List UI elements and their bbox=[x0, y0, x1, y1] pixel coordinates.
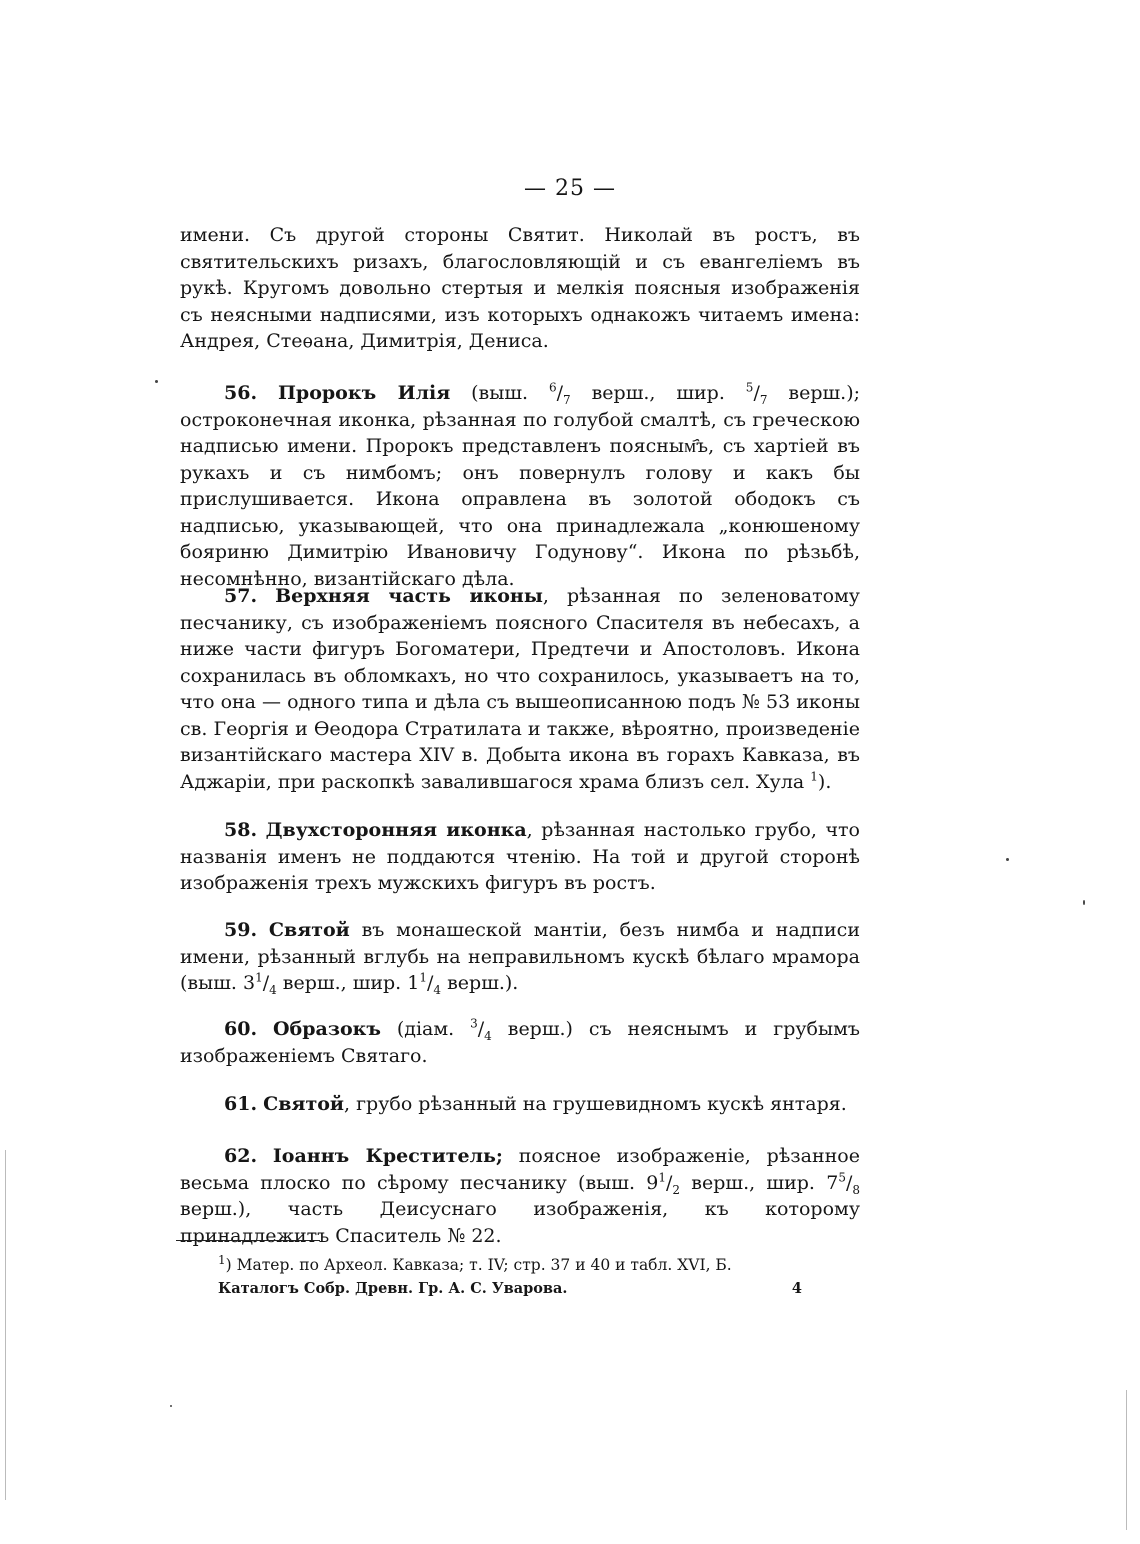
fraction-slash: / bbox=[666, 1171, 673, 1194]
entry-57-text bbox=[180, 583, 860, 795]
entry-58 bbox=[180, 817, 860, 897]
entry-title: Двухсторонняя иконка bbox=[265, 819, 527, 841]
footnote-marker: 1 bbox=[810, 769, 818, 784]
footnote-text: ) Матер. по Археол. Кавказа; т. IV; стр. 37 и 40 и табл. XVI, Б. bbox=[225, 1256, 732, 1274]
entry-number: 60. bbox=[224, 1018, 258, 1040]
entry-title: Святой bbox=[268, 919, 350, 941]
footnote-mark: 1 bbox=[218, 1252, 226, 1267]
entry-56 bbox=[180, 380, 860, 592]
scan-speck bbox=[170, 1405, 172, 1407]
page-number: — 25 — bbox=[524, 176, 616, 201]
entry-number: 58. bbox=[224, 819, 258, 841]
entry-number: 56. bbox=[224, 382, 258, 404]
entry-text: верш.) съ неяснымъ и грубымъ изображеніемъ Святаго. bbox=[180, 1018, 860, 1067]
scan-edge-line bbox=[5, 1150, 6, 1500]
fraction-numerator: 5 bbox=[838, 1170, 846, 1185]
entry-text: поясное изображеніе, рѣзанное весьма плоско по сѣрому песчанику (выш. 9 bbox=[180, 1145, 860, 1194]
entry-59-text bbox=[180, 917, 860, 997]
entry-number: 59. bbox=[224, 919, 258, 941]
fraction-slash: / bbox=[262, 972, 270, 994]
entry-61 bbox=[180, 1091, 860, 1118]
signature-number: 4 bbox=[791, 1280, 802, 1297]
entry-text: , рѣзанная настолько грубо, что названія именъ не поддаются чтенію. На той и другой сторонѣ изображенія трехъ мужскихъ фигуръ въ ростъ. bbox=[180, 819, 860, 894]
entry-60 bbox=[180, 1016, 860, 1069]
entry-text: верш.), часть Деисуснаго изображенія, къ которому принадлежитъ Спаситель № 22. bbox=[180, 1198, 860, 1247]
entry-62 bbox=[180, 1143, 860, 1249]
footnote-divider bbox=[176, 1240, 320, 1241]
fraction-numerator: 1 bbox=[658, 1170, 666, 1185]
fraction-denominator: 4 bbox=[269, 982, 277, 997]
entry-text: верш., шир. bbox=[570, 382, 746, 404]
entry-title: Образокъ bbox=[273, 1018, 381, 1040]
footnote bbox=[218, 1254, 838, 1276]
entry-text: въ монашеской мантіи, безъ нимба и надписи имени, рѣзанный вглубь на неправильномъ кускѣ бѣлаго мрамора (выш. 3 bbox=[180, 919, 860, 994]
fraction-slash: / bbox=[477, 1018, 485, 1040]
fraction-slash: / bbox=[427, 972, 434, 994]
fraction-denominator: 2 bbox=[672, 1182, 681, 1197]
fraction-slash: / bbox=[753, 382, 760, 404]
entry-text: верш.); остроконечная иконка, рѣзанная по голубой смалтѣ, съ греческою надписью имени. Пророкъ представленъ поясным҄ъ, съ хартіей въ рукахъ и съ нимбомъ; онъ повернулъ голову и какъ бы прислушивается. Икона оправлена въ золотой ободокъ съ надписью, указывающей, что она принадлежала „конюшеному бояриню Димитрію Ивановичу Годунову“. Икона по рѣзьбѣ, несомнѣнно, византійскаго дѣла. bbox=[180, 382, 861, 590]
fraction-denominator: 8 bbox=[852, 1182, 860, 1197]
entry-text: ). bbox=[817, 770, 832, 793]
fraction-denominator: 7 bbox=[563, 392, 571, 407]
entry-57 bbox=[180, 583, 860, 795]
fraction-numerator: 6 bbox=[549, 380, 557, 395]
fraction-denominator: 7 bbox=[759, 392, 768, 407]
entry-text: верш.). bbox=[441, 972, 519, 994]
entry-text: верш., шир. 1 bbox=[276, 972, 420, 994]
entry-title: Верхняя часть иконы bbox=[275, 585, 543, 607]
entry-text: (выш. bbox=[450, 382, 549, 404]
scan-edge-line bbox=[1126, 1390, 1127, 1530]
signature-line bbox=[218, 1280, 802, 1297]
fraction-numerator: 3 bbox=[470, 1016, 478, 1031]
fraction-denominator: 4 bbox=[484, 1028, 492, 1043]
signature-text: Каталогъ Собр. Древн. Гр. А. С. Уварова. bbox=[218, 1280, 568, 1297]
entry-text: , рѣзанная по зеленоватому песчанику, съ изображеніемъ поясного Спасителя въ небесахъ, а ниже части фигуръ Богоматери, Предтечи и Апостоловъ. Икона сохранилась въ обломкахъ, но что сохранилось, указываетъ на то, что она — одного типа и дѣла съ вышеописанною подъ № 53 иконы св. Георгія и Ѳеодора Стратилата и также, вѣроятно, произведеніе византійскаго мастера XIV в. Добыта икона въ горахъ Кавказа, въ Аджаріи, при раскопкѣ завалившагося храма близъ сел. Хула bbox=[180, 585, 860, 793]
entry-text: (діам. bbox=[380, 1018, 471, 1040]
entry-62-text bbox=[180, 1143, 860, 1249]
fraction-numerator: 1 bbox=[419, 970, 427, 985]
intro-paragraph bbox=[180, 222, 860, 355]
entry-title: Іоаннъ Креститель; bbox=[272, 1145, 503, 1167]
entry-text: верш., шир. 7 bbox=[680, 1171, 839, 1194]
fraction-numerator: 1 bbox=[255, 970, 263, 985]
entry-59 bbox=[180, 917, 860, 997]
fraction-slash: / bbox=[556, 382, 564, 404]
entry-60-text bbox=[180, 1016, 860, 1069]
entry-title: Пророкъ Илія bbox=[277, 382, 451, 404]
entry-61-text bbox=[180, 1091, 860, 1118]
entry-title: Святой bbox=[263, 1093, 345, 1115]
fraction-slash: / bbox=[845, 1171, 853, 1194]
entry-number: 62. bbox=[224, 1145, 258, 1167]
fraction-numerator: 5 bbox=[745, 380, 754, 395]
entry-56-text bbox=[180, 380, 860, 592]
entry-58-text bbox=[180, 817, 860, 897]
scan-speck bbox=[1006, 858, 1009, 861]
entry-text: , грубо рѣзанный на грушевидномъ кускѣ янтаря. bbox=[344, 1093, 847, 1115]
scan-speck bbox=[1083, 900, 1085, 905]
entry-number: 61. bbox=[224, 1093, 258, 1115]
intro-text: имени. Съ другой стороны Святит. Николай въ ростъ, въ святительскихъ ризахъ, благословляющій и съ евангеліемъ въ рукѣ. Кругомъ довольно стертыя и мелкія поясныя изображенія съ неясными надписями, изъ которыхъ однакожъ читаемъ имена: Андрея, Стеѳана, Димитрія, Дениса. bbox=[180, 224, 860, 352]
scan-speck bbox=[155, 380, 158, 383]
entry-number: 57. bbox=[224, 585, 258, 607]
fraction-denominator: 4 bbox=[433, 982, 442, 997]
